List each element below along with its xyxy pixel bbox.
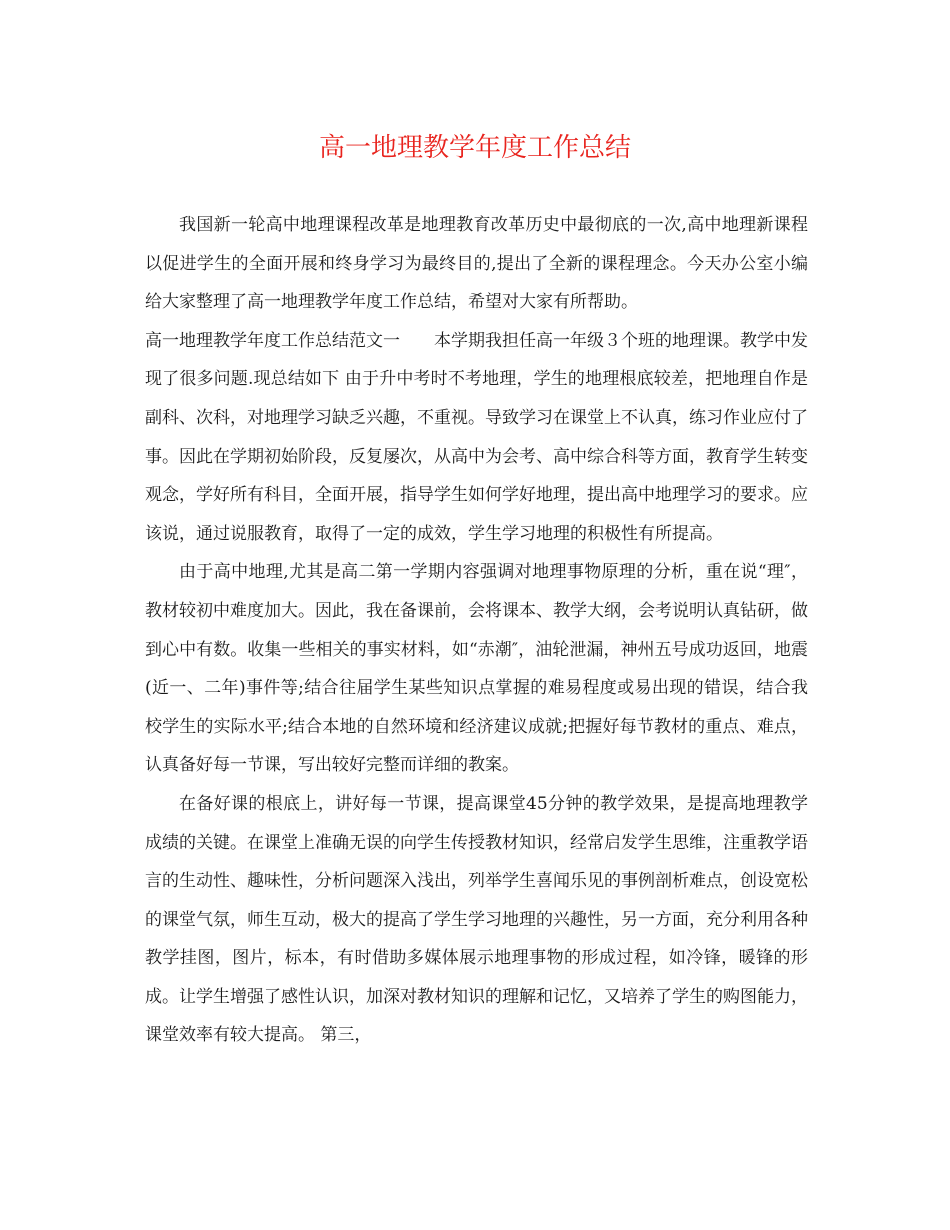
paragraph-lesson-prep: 由于高中地理,尤其是高二第一学期内容强调对地理事物原理的分析，重在说“理″，教材较初中难度加大。因此，我在备课前，会将课本、教学大纲，会考说明认真钻研，做到心中有数。收集一些相关的事实材料，如“赤潮″，油轮泄漏，神州五号成功返回，地震(近一、二年)事件等;结合往届学生某些知识点掌握的难易程度或易出现的错误，结合我校学生的实际水平;结合本地的自然环境和经济建议成就;把握好每节教材的重点、难点，认真备好每一节课，写出较好完整而详细的教案。 (145, 562, 808, 776)
document-title: 高一地理教学年度工作总结 (318, 133, 631, 163)
paragraph-classroom: 在备好课的根底上，讲好每一节课，提高课堂45分钟的教学效果，是提高地理教学成绩的关键。在课堂上准确无误的向学生传授教材知识，经常启发学生思维，注重教学语言的生动性、趣味性，分析问题深入浅出，列举学生喜闻乐见的事例剖析难点，创设宽松的课堂气氛，师生互动，极大的提高了学生学习地理的兴趣性，另一方面，充分利用各种教学挂图，图片，标本，有时借助多媒体展示地理事物的形成过程，如冷锋，暖锋的形成。让学生增强了感性认识，加深对教材知识的理解和记忆，又培养了学生的购图能力，课堂效率有较大提高。 第三， (145, 793, 808, 1046)
paragraph-intro: 我国新一轮高中地理课程改革是地理教育改革历史中最彻底的一次,高中地理新课程以促进学生的全面开展和终身学习为最终目的,提出了全新的课程理念。今天办公室小编给大家整理了高一地理教学年度工作总结，希望对大家有所帮助。 (145, 215, 808, 313)
document-body (145, 206, 808, 1055)
paragraph-sample-one: 高一地理教学年度工作总结范文一 本学期我担任高一年级３个班的地理课。教学中发现了很多问题.现总结如下 由于升中考时不考地理，学生的地理根底较差，把地理自作是副科、次科，对地理学习缺乏兴趣，不重视。导致学习在课堂上不认真，练习作业应付了事。因此在学期初始阶段，反复屡次，从高中为会考、高中综合科等方面，教育学生转变观念，学好所有科目，全面开展，指导学生如何学好地理，提出高中地理学习的要求。应该说，通过说服教育，取得了一定的成效，学生学习地理的积极性有所提高。 (145, 330, 808, 544)
